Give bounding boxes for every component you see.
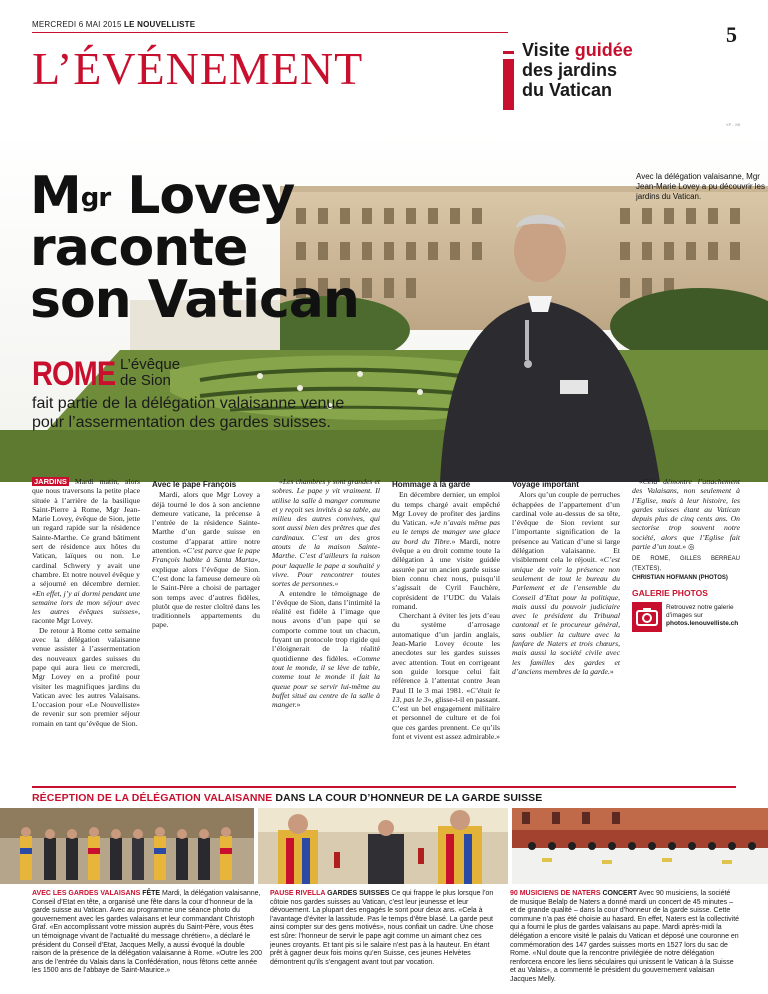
- p1-it: En effet, j’y ai dormi pendant une semaine lors de mon séjour avec les autres évêques suisses: [32, 588, 140, 617]
- page-number: 5: [726, 22, 737, 47]
- caption-1-text: Mardi, la délégation valaisanne, Conseil d’Etat en tête, a organisé une fête dans la cour d’honneur de la garde suisse au Vatican. Avec au programme une séance photo du gouvernement avec les gardes valaisans et leur commandant Christoph Graf. «En accomplissant votre mission auprès du Saint-Père, vous êtes un témoignage vivant de l’actualité du message chrétien», a déclaré le président du Conseil d’Etat, Jacques Melly, a aussi évoqué la double raison de la présence de la délégation valaisanne à Rome. «Outre les 200 ans de l’entrée du Valais dans la Confédération, nous fêtons cette année les 1500 ans de l’abbaye de Saint-Maurice.»: [32, 890, 262, 975]
- column-2: [152, 477, 260, 630]
- p6: En décembre dernier, un emploi du temps chargé avait empêché Mgr Lovey de profiter des jardins du Vatican. «: [392, 490, 500, 528]
- headline-m: M: [30, 166, 81, 226]
- headline: [30, 166, 359, 330]
- subhead-1: Avec le pape François: [152, 480, 237, 489]
- kicker: [522, 40, 633, 100]
- headline-sup: gr: [80, 183, 111, 213]
- headline-line2: raconte: [30, 218, 248, 278]
- gallery-text: [666, 604, 738, 628]
- p6-end: » Mardi, notre évêque a eu droit comme toute la délégation à une visite guidée assurée par un ancien garde suisse bien connu chez nous, puisqu’il s’agissait de Cyril Fauchère, coprésident de l’UDC du Valais romand.: [392, 536, 500, 611]
- column-5: [512, 477, 620, 676]
- caption-2-lead: PAUSE RIVELLA: [270, 890, 326, 897]
- header-rule: [32, 32, 508, 33]
- column-6: [632, 477, 740, 634]
- kicker-line2: des jardins: [522, 60, 618, 80]
- column-1: [32, 477, 140, 728]
- p5-it: Comme tout le monde, il se lève de table, comme tout le monde il fait la queue pour se servir lui-même au buffet situé au centre de la salle à manger.: [272, 653, 380, 710]
- gallery-heading: GALERIE PHOTOS: [632, 588, 708, 599]
- lead: [32, 355, 362, 432]
- p7-it: C’était le 13, pas le 3: [392, 685, 500, 704]
- credit-2: CHRISTIAN HOFMANN (PHOTOS): [632, 574, 728, 581]
- photo-rivella: [258, 808, 508, 884]
- header-dateline: [32, 20, 195, 29]
- caption-1-bold: FÊTE: [140, 890, 161, 897]
- lead-entity: [120, 357, 180, 389]
- p3-end: », explique alors l’évêque de Sion. C’est donc la fameuse demeure où le Saint-Père a choisi de partager son temps avec d’autres fidèles, plutôt que de rester cloîtré dans les traditionnels appartements du pape.: [152, 555, 260, 630]
- p3-it: C’est parce que le pape François habite à Santa Marta: [152, 546, 260, 565]
- gallery-text-2: d’images sur: [666, 611, 703, 619]
- caption-2-text: Ce qui frappe le plus lorsque l’on côtoie nos gardes suisses au Vatican, c’est leur jeunesse et leur dévouement. La plupart des engagés le sont pour deux ans. «Cela à l’avantage d’éviter la lassitude. Pas le temps d’être blasé. La garde peut ainsi compter sur des gens motivés», nous confiait un cadre. Une chose est sûre: l’honneur de servir le pape agit comme un aimant chez ces jeunes croyants. Et tant pis si le salaire n’est pas à la hauteur. En étant prêt à gagner deux fois moins qu’en Suisse, ces jeunes Helvètes démontrent qu’ils s’engagent avant tout par vocation.: [270, 890, 494, 966]
- p8-end: »: [609, 666, 614, 676]
- info-i-icon: [503, 40, 514, 110]
- column-3: [272, 477, 380, 709]
- caption-2-bold: GARDES SUISSES: [325, 890, 390, 897]
- band-title-b: DANS LA COUR D’HONNEUR DE LA GARDE SUISSE: [275, 792, 543, 804]
- subhead-3: Voyage important: [512, 480, 579, 489]
- photo-concert: [512, 808, 768, 884]
- gallery-text-1: Retrouvez notre galerie: [666, 603, 734, 611]
- p4: «Les chambres y sont grandes et sobres. Le pape y vit vraiment. Il utilise la salle à manger commune et y reçoit ses invités à sa table, au milieu des autres convives, qui sont aussi bien des prêtres que des cardinaux. C’est un des gros atouts de la maison Sainte-Marthe. C’est d’ailleurs la raison pour laquelle le pape a souhaité y vivre. Pour rencontrer toutes sortes de personnes.»: [272, 477, 380, 589]
- kicker-line3: du Vatican: [522, 80, 613, 100]
- photo-caption: Avec la délégation valaisanne, Mgr Jean-Marie Lovey a pu découvrir les jardins du Vatican.: [636, 172, 765, 201]
- band-rule: [32, 786, 736, 788]
- caption-2: [270, 890, 500, 967]
- p5-end: »: [296, 700, 301, 710]
- lead-entity-1: L’évêque: [120, 356, 181, 373]
- section-tag: JARDINS: [34, 477, 67, 486]
- gallery-box[interactable]: [632, 602, 740, 634]
- band-title: [32, 792, 542, 804]
- headline-lovey: Lovey: [110, 166, 295, 226]
- band-title-a: RÉCEPTION DE LA DÉLÉGATION VALAISANNE: [32, 792, 276, 804]
- p7-end: », glisse-t-il en passant. C’est un bel engagement militaire et personnel de culture et de foi que ces gardes prennent. Ce qu’ils font et vivent est assez admirable.»: [392, 694, 501, 742]
- p3: Mardi, alors que Mgr Lovey a déjà tourné le dos à son ancienne demeure vaticane, la précense à l’entrée de la résidence Sainte-Marthe d’un garde suisse en costume d’apparat attire notre attention. «: [152, 490, 260, 556]
- p6-it: Je n’avais même pas eu le temps de manger une glace au bord du Tibre.: [392, 518, 500, 546]
- subhead-2: Hommage à la garde: [392, 480, 471, 489]
- kicker-line1b: guidée: [574, 40, 633, 60]
- lead-entity-2: de Sion: [120, 372, 171, 389]
- p8: Alors qu’un couple de perruches échappées de l’appartement d’un cardinal vole au-dessus de sa tête, l’évêque de Sion revient sur l’importante signification de la présence au Vatican d’une si large délégation valaisanne. Et visiblement cela le réjouit. «: [512, 490, 620, 565]
- camera-icon: [632, 602, 662, 632]
- gallery-url[interactable]: photos.lenouvelliste.ch: [666, 619, 739, 627]
- lead-text: fait partie de la délégation valaisanne venue pour l’assermentation des gardes suisses.: [32, 395, 345, 431]
- caption-3: [510, 890, 740, 985]
- caption-1-lead: AVEC LES GARDES VALAISANS: [32, 890, 141, 897]
- p5: A entendre le témoignage de l’évêque de Sion, dans l’intimité la réalité est fidèle à l’image que nous avons d’un pape qui se comporte comme tout un chacun, fuyant un protocole trop rigide qui l’éloignerait de la réalité quotidienne des fidèles. «: [272, 588, 380, 663]
- caption-3-text: Avec 90 musiciens, la société de musique Belalp de Naters a donné mardi un concert de 45 minutes – et de grande qualité – dans la cour d’honneur de la garde suisse. Cette commune n’a pas été choisie au hasard. En effet, Naters est la collectivité qui a fourni le plus de gardes valaisans au pape. Mardi après-midi la délégation a encore visité le palais du Vatican et déposé une couronne en commémoration des 147 gardes suisses morts en 1527 lors du sac de Rome. «Nul doute que la rencontre privilégiée de notre délégation renforcera encore les liens séculaires qui unissent le Vatican à la Suisse et au Valais», a commenté le président du gouvernement valaisan Jacques Melly.: [510, 890, 740, 983]
- section-title: L’ÉVÉNEMENT: [32, 43, 364, 94]
- caption-1: [32, 890, 262, 976]
- caption-3-lead: 90 MUSICIENS DE NATERS: [510, 890, 601, 897]
- photo-guards: [0, 808, 254, 884]
- headline-line3: son Vatican: [30, 270, 359, 330]
- tiny-ref: XP - XB: [726, 122, 741, 127]
- p1-end: », raconte Mgr Lovey.: [32, 607, 140, 626]
- p2: De retour à Rome cette semaine avec la délégation valaisanne venue assister à l’assermentation des nouveaux gardes suisses du pape qui aura lieu ce mercredi, Mgr Lovey en a profité pour visiter les magnifiques jardins du Vatican avec les autres Valaisans. L’occasion pour «Le Nouvelliste» de revenir sur son premier séjour romain en tant qu’évêque de Sion.: [32, 625, 140, 728]
- kicker-line1a: Visite: [522, 40, 575, 60]
- lead-place: ROME: [32, 355, 116, 393]
- p7: Cherchant à éviter les jets d’eau du système d’arrosage automatique d’un jardin anglais, Jean-Marie Lovey écoute les anecdotes sur les gardes suisses avec attention. Tout en corrigeant son guide lorsque celui fait référence à l’attentat contre Jean Paul II le 3 mai 1981. «: [392, 611, 500, 695]
- column-4: [392, 477, 500, 741]
- article-body: [32, 477, 740, 783]
- caption-3-bold: CONCERT: [600, 890, 638, 897]
- p9: «: [639, 477, 643, 486]
- p8-it: C’est unique de voir la présence non seulement de tout le bureau du Parlement et de l’ensemble du Conseil d’Etat pour la politique, mais aussi du pouvoir judiciaire avec le président du Tribunal cantonal et le procureur général, sans oublier la culture avec la fanfare de Naters et trois chœurs, mais aussi la société civile avec les familles des gardes et d’anciens membres de la garde.: [512, 555, 620, 676]
- p9-it: Cela démontre l’attachement des Valaisans, non seulement à l’Eglise, mais à leur histoire, les gardes suisses étant au Vatican depuis plus de cinq cents ans. On sectorise trop souvent notre société, alors que l’Eglise fait partie d’un tout.: [632, 477, 740, 552]
- header-date: MERCREDI 6 MAI 2015: [32, 20, 122, 29]
- p9-end: » ◎: [682, 542, 695, 552]
- header-paper: LE NOUVELLISTE: [124, 20, 196, 29]
- p1: Mardi matin, alors que nous traversons la petite place située à l’arrière de la basilique Saint-Pierre à Rome, Mgr Jean-Marie Lovey, évêque de Sion, jette un regard rapide sur la résidence Sainte-Marthe. Ce grand bâtiment sert de résidence aux hôtes du Vatican, laïques ou non. Le cardinal Schwery y avait une chambre. Et notre nouvel évêque y a séjourné en décembre dernier. «: [32, 477, 140, 598]
- credit-1: DE ROME, GILLES BERREAU (TEXTES),: [632, 556, 740, 572]
